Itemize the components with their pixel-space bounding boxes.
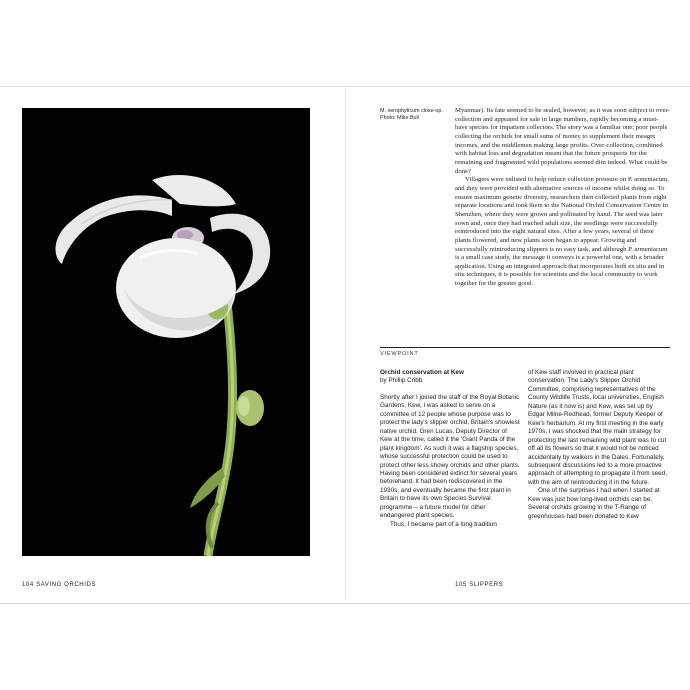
viewpoint-col2-paragraph-2: One of the surprises I had when I started at Kew was just how long-lived orchids can be. Several orchids growing in the T-Range of greenhouses had been donated to Kew bbox=[528, 487, 660, 520]
body-paragraph-2: Villagers were enlisted to help reduce collection pressure on P. armeniacum, and they were provided with alternative sources of income whilst doing so. To ensure maximum genetic diversity, researchers then collected plants from eight separate locations and took them to the National Orchid Conservation Centre in Shenzhen, where they were grown and pollinated by hand. The seed was later sown and, once they had reached adult size, the seedlings were successfully reintroduced into the eight natural sites. After a few years, several of these plants flowered, and new plants soon began to appear. Growing and successfully reintroducing slippers is no easy task, and although P. armeniacum is a small case study, the message it conveys is a powerful one, with a broader application. Using an integrated approach that incorporates both ex situ and in situ techniques, it is possible for scientists and the local community to work together for the greater good. bbox=[455, 176, 669, 288]
right-page-folio: 105 SLIPPERS bbox=[455, 582, 504, 588]
photo-caption: M. xerophyticum close-up. Photo: Mike Bull bbox=[380, 108, 443, 121]
viewpoint-title: Orchid conservation at Kew bbox=[380, 369, 464, 376]
left-page-folio: 104 SAVING ORCHIDS bbox=[22, 582, 97, 588]
viewpoint-byline: by Phillip Cribb bbox=[380, 377, 423, 385]
main-body-text bbox=[455, 107, 670, 289]
page-gutter bbox=[345, 87, 346, 603]
viewpoint-rule bbox=[380, 347, 670, 348]
orchid-photo bbox=[22, 108, 310, 556]
spread-bottom-edge bbox=[0, 603, 690, 604]
viewpoint-col1-paragraph-1: Shortly after I joined the staff of the Royal Botanic Gardens, Kew, I was asked to serve on a committee of 12 people whose purpose was to protect the lady's slipper orchid, Britain's showiest native orchid. Gren Lucas, Deputy Director of Kew at the time, called it the 'Giant Panda of the plant kingdom'. As such it was a flagship species, whose successful protection could be used to protect other less showy orchids and other plants. Having been considered extinct for several years beforehand, it had been rediscovered in the 1930s, and eventually became the first plant in Britain to have its own Species Survival programme – a future model for other endangered plant species. bbox=[380, 393, 520, 520]
body-paragraph-1: Myanmar). Its fate seemed to be sealed, however, as it was soon subject to over-collection and appeared for sale in large numbers, rapidly becoming a must-have species for impatient collectors. The story was a familiar one; poor people collecting the orchids for small sums of money to supplement their meagre incomes, and the middlemen making large profits. Over-collection, combined with habitat loss and degradation meant that the future prospects for the remaining and fragmented wild populations seemed dim indeed. What could be done? bbox=[455, 107, 670, 175]
viewpoint-label: VIEWPOINT bbox=[380, 351, 419, 357]
viewpoint-column-1 bbox=[380, 369, 520, 529]
viewpoint-col2-paragraph-1: of Kew staff involved in practical plant conservation. The Lady's Slipper Orchid Committee, comprising representatives of the County Wildlife Trusts, local universities, English Nature (as it now is) and Kew, was set up by Edgar Milne-Redhead, former Deputy Keeper of Kew's herbarium. At my first meeting in the early 1970s, I was shocked that the main strategy for protecting the last remaining wild plant was to cut off all its flowers so that it would not be noticed accidentally by walkers in the Dales. Fortunately, subsequent discussions led to a more proactive approach of attempting to propagate it from seed, with the aim of reintroducing it in the future. bbox=[528, 369, 667, 486]
viewpoint-column-2 bbox=[528, 369, 670, 521]
viewpoint-col1-paragraph-2: Thus, I became part of a long tradition bbox=[390, 520, 497, 528]
